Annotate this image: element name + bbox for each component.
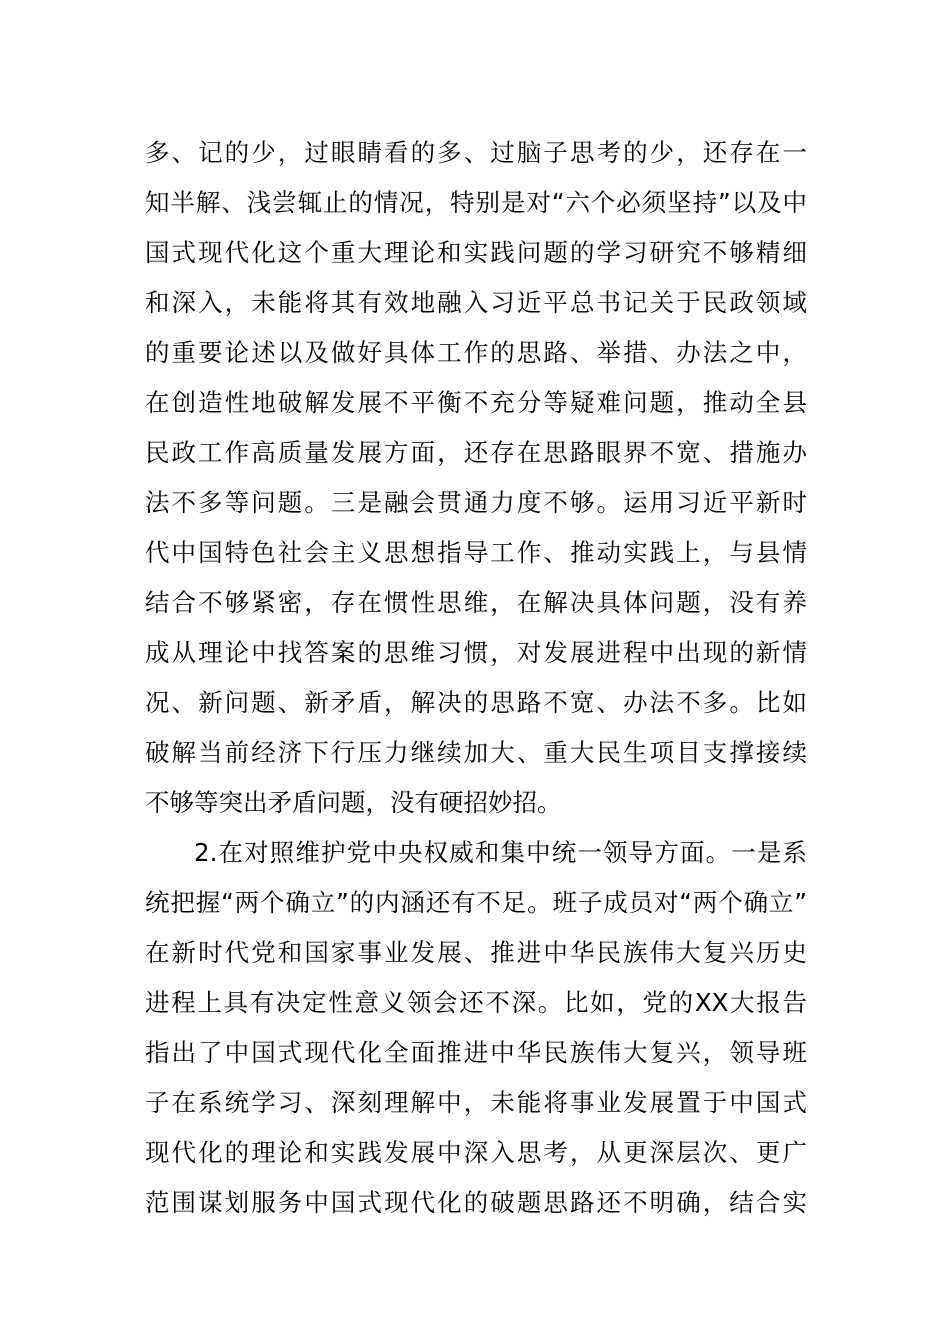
paragraph-end-line: 不够等突出矛盾问题，没有硬招妙招。 [145, 788, 562, 817]
text-line: 的重要论述以及做好具体工作的思路、举措、办法之中， [145, 338, 807, 367]
text-line: 结合不够紧密，存在惯性思维，在解决具体问题，没有养 [145, 588, 807, 617]
text-line: 现代化的理论和实践发展中深入思考，从更深层次、更广 [145, 1138, 807, 1167]
text-line: 多、记的少，过眼睛看的多、过脑子思考的少，还存在一 [145, 138, 807, 167]
text-line: 在新时代党和国家事业发展、推进中华民族伟大复兴历史 [145, 938, 807, 967]
text-line: 法不多等问题。三是融会贯通力度不够。运用习近平新时 [145, 488, 807, 517]
paragraph-start-line: 2.在对照维护党中央权威和集中统一领导方面。一是系 [194, 838, 807, 867]
text-line: 和深入，未能将其有效地融入习近平总书记关于民政领域 [145, 288, 807, 317]
text-line: 民政工作高质量发展方面，还存在思路眼界不宽、措施办 [145, 438, 807, 467]
text-line: 破解当前经济下行压力继续加大、重大民生项目支撑接续 [145, 738, 807, 767]
text-line: 子在系统学习、深刻理解中，未能将事业发展置于中国式 [145, 1088, 807, 1117]
text-line: 况、新问题、新矛盾，解决的思路不宽、办法不多。比如 [145, 688, 807, 717]
text-line: 成从理论中找答案的思维习惯，对发展进程中出现的新情 [145, 638, 807, 667]
text-line: 知半解、浅尝辄止的情况，特别是对“六个必须坚持”以及中 [145, 188, 807, 217]
text-line: 统把握“两个确立”的内涵还有不足。班子成员对“两个确立” [145, 888, 807, 917]
text-line: 代中国特色社会主义思想指导工作、推动实践上，与县情 [145, 538, 807, 567]
text-line: 指出了中国式现代化全面推进中华民族伟大复兴，领导班 [145, 1038, 807, 1067]
text-line: 国式现代化这个重大理论和实践问题的学习研究不够精细 [145, 238, 807, 267]
text-line: 进程上具有决定性意义领会还不深。比如，党的XX大报告 [145, 988, 807, 1017]
document-body-text [145, 128, 807, 1228]
text-line: 在创造性地破解发展不平衡不充分等疑难问题，推动全县 [145, 388, 807, 417]
text-line: 范围谋划服务中国式现代化的破题思路还不明确，结合实 [145, 1188, 807, 1217]
